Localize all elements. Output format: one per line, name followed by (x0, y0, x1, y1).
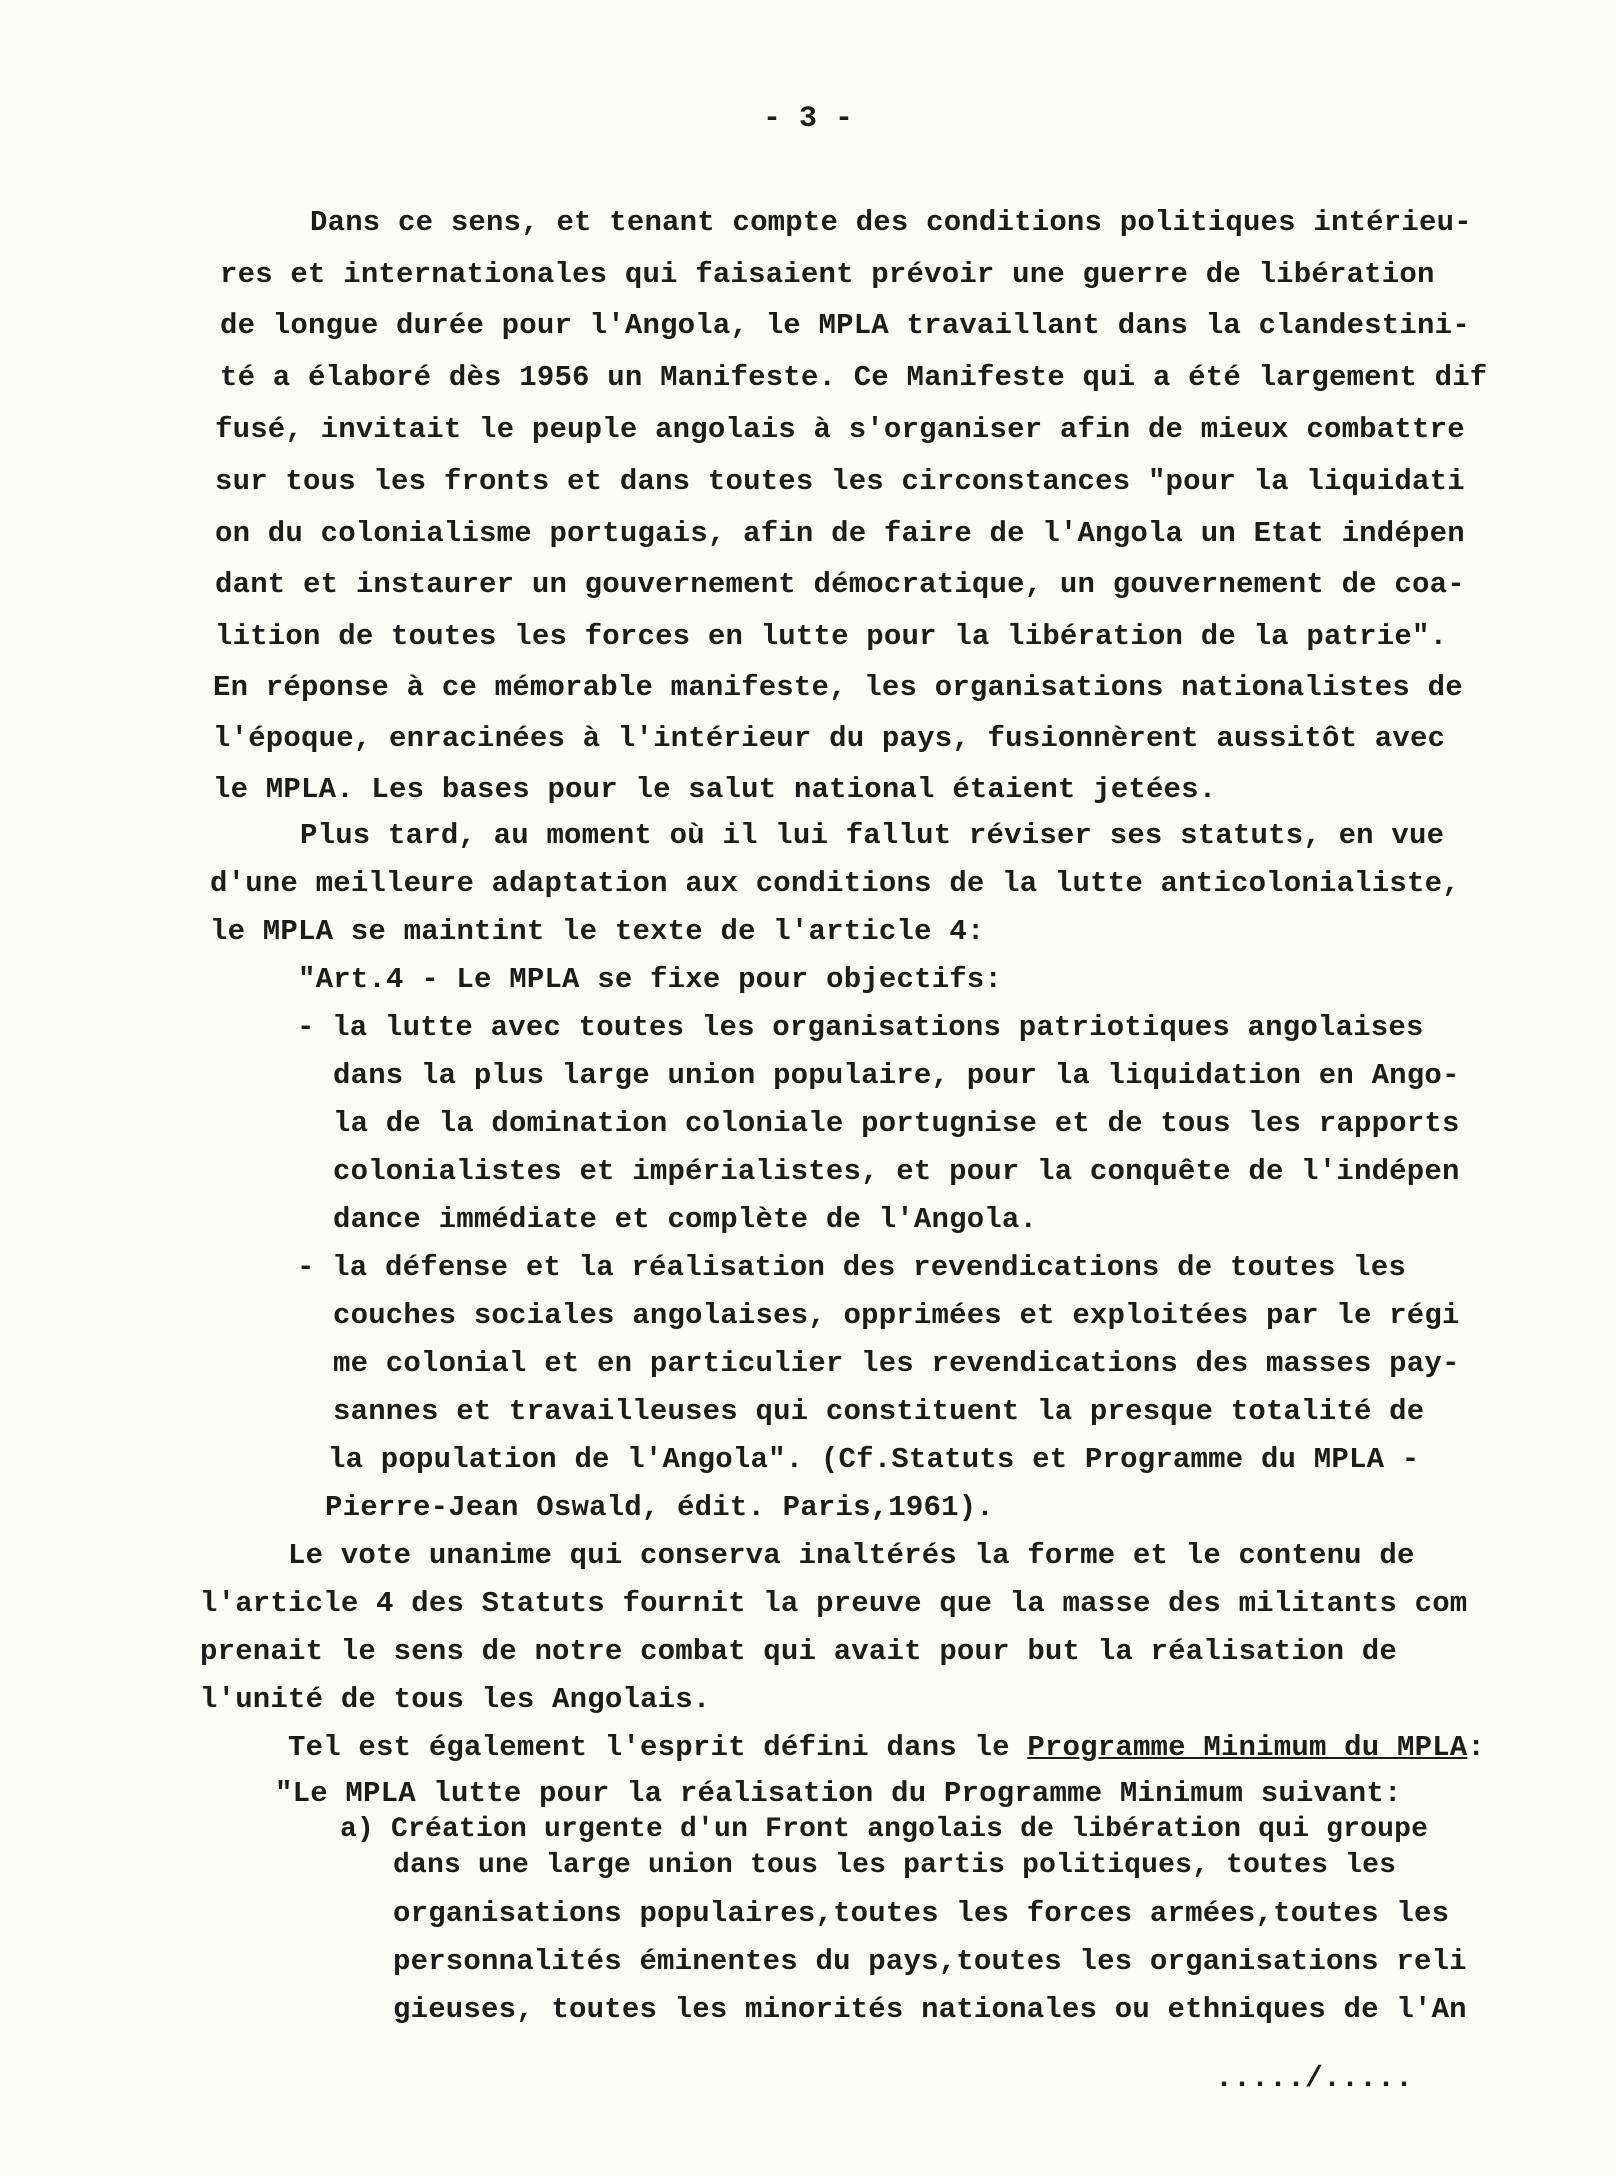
programme-title: Programme Minimum du MPLA (1027, 1731, 1468, 1764)
text-line: sur tous les fronts et dans toutes les circonstances "pour la liquidati (215, 465, 1465, 498)
text-line: té a élaboré dès 1956 un Manifeste. Ce Manifeste qui a été largement dif (220, 361, 1488, 394)
text-line: - la lutte avec toutes les organisations patriotiques angolaises (297, 1011, 1424, 1044)
text-line: le MPLA. Les bases pour le salut national étaient jetées. (213, 773, 1217, 806)
text-run: Tel est également l'esprit défini dans le (288, 1731, 1028, 1764)
text-line: Le vote unanime qui conserva inaltérés la forme et le contenu de (288, 1539, 1415, 1572)
text-line: a) Création urgente d'un Front angolais de libération qui groupe (340, 1814, 1429, 1845)
text-line: le MPLA se maintint le texte de l'article 4: (210, 915, 985, 948)
text-line: on du colonialisme portugais, afin de faire de l'Angola un Etat indépen (215, 517, 1465, 550)
text-line: l'époque, enracinées à l'intérieur du pays, fusionnèrent aussitôt avec (213, 722, 1446, 755)
text-line: Plus tard, au moment où il lui fallut réviser ses statuts, en vue (300, 819, 1445, 852)
text-line: l'article 4 des Statuts fournit la preuve que la masse des militants com (200, 1587, 1468, 1620)
text-line: couches sociales angolaises, opprimées et exploitées par le régi (333, 1299, 1460, 1332)
text-line: sannes et travailleuses qui constituent la presque totalité de (333, 1395, 1425, 1428)
text-line: res et internationales qui faisaient prévoir une guerre de libération (220, 258, 1435, 291)
text-line: Dans ce sens, et tenant compte des conditions politiques intérieu- (310, 206, 1472, 239)
text-line: fusé, invitait le peuple angolais à s'organiser afin de mieux combattre (215, 413, 1465, 446)
text-line: me colonial et en particulier les revendications des masses pay- (333, 1347, 1460, 1380)
text-line: "Le MPLA lutte pour la réalisation du Programme Minimum suivant: (275, 1777, 1402, 1810)
text-line: En réponse à ce mémorable manifeste, les organisations nationalistes de (213, 671, 1463, 704)
citation-line: Pierre-Jean Oswald, édit. Paris,1961). (325, 1491, 994, 1524)
text-line: gieuses, toutes les minorités nationales ou ethniques de l'An (393, 1993, 1467, 2026)
text-line: de longue durée pour l'Angola, le MPLA travaillant dans la clandestini- (220, 309, 1470, 342)
text-line: dant et instaurer un gouvernement démocratique, un gouvernement de coa- (215, 568, 1465, 601)
text-line: la population de l'Angola". (Cf.Statuts et Programme du MPLA - (328, 1443, 1420, 1476)
text-line: d'une meilleure adaptation aux conditions de la lutte anticolonialiste, (210, 867, 1460, 900)
text-line: dans la plus large union populaire, pour la liquidation en Ango- (333, 1059, 1460, 1092)
page-number: - 3 - (762, 102, 853, 136)
text-line (288, 1730, 1485, 1766)
text-line: dans une large union tous les partis politiques, toutes les (393, 1850, 1397, 1881)
text-line: la de la domination coloniale portugnise et de tous les rapports (333, 1107, 1460, 1140)
text-line: personnalités éminentes du pays,toutes les organisations reli (393, 1945, 1467, 1978)
continuation-marker: ...../..... (1215, 2062, 1414, 2096)
text-line: lition de toutes les forces en lutte pour la libération de la patrie". (215, 620, 1448, 653)
article-heading: "Art.4 - Le MPLA se fixe pour objectifs: (298, 963, 1003, 996)
text-line: colonialistes et impérialistes, et pour la conquête de l'indépen (333, 1155, 1460, 1188)
text-line: organisations populaires,toutes les forces armées,toutes les (393, 1897, 1450, 1930)
text-run: : (1467, 1731, 1486, 1764)
text-line: prenait le sens de notre combat qui avait pour but la réalisation de (200, 1635, 1397, 1668)
text-line: dance immédiate et complète de l'Angola. (333, 1203, 1038, 1236)
text-line: - la défense et la réalisation des revendications de toutes les (297, 1251, 1406, 1284)
text-line: l'unité de tous les Angolais. (200, 1683, 711, 1716)
